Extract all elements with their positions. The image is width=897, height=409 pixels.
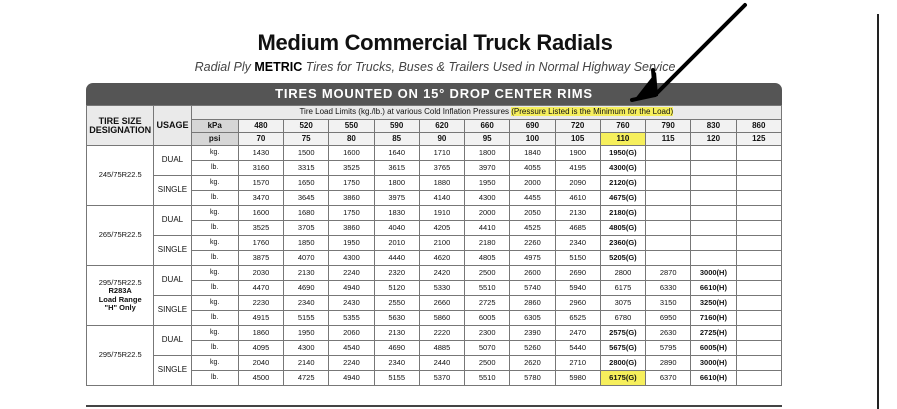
load-value: 2725 bbox=[465, 296, 510, 311]
load-value: 3875 bbox=[238, 251, 283, 266]
load-value: 1600 bbox=[238, 206, 283, 221]
load-value: 1760 bbox=[238, 236, 283, 251]
load-value: 6780 bbox=[600, 311, 645, 326]
load-value: 3075 bbox=[600, 296, 645, 311]
load-value: 1950 bbox=[329, 236, 374, 251]
load-value: 5630 bbox=[374, 311, 419, 326]
load-value bbox=[646, 221, 691, 236]
load-value: 2430 bbox=[329, 296, 374, 311]
unit-cell: kg. bbox=[191, 236, 238, 251]
load-value: 2870 bbox=[646, 266, 691, 281]
load-value: 4095 bbox=[238, 341, 283, 356]
load-value bbox=[736, 296, 781, 311]
load-value: 3250(H) bbox=[691, 296, 736, 311]
load-value: 2120(G) bbox=[600, 176, 645, 191]
load-value: 3705 bbox=[284, 221, 329, 236]
load-value bbox=[646, 161, 691, 176]
unit-cell: kg. bbox=[191, 326, 238, 341]
load-value: 4805(G) bbox=[600, 221, 645, 236]
load-value: 2180 bbox=[465, 236, 510, 251]
load-value: 6305 bbox=[510, 311, 555, 326]
load-value: 1830 bbox=[374, 206, 419, 221]
unit-cell: lb. bbox=[191, 221, 238, 236]
load-value bbox=[736, 191, 781, 206]
psi-value: 90 bbox=[419, 133, 464, 146]
load-value: 2130 bbox=[284, 266, 329, 281]
load-value: 2500 bbox=[465, 266, 510, 281]
load-value: 1640 bbox=[374, 146, 419, 161]
load-value: 3645 bbox=[284, 191, 329, 206]
subtitle-bold: METRIC bbox=[254, 60, 303, 74]
table-row bbox=[87, 356, 782, 371]
load-value bbox=[736, 266, 781, 281]
load-value: 1750 bbox=[329, 206, 374, 221]
load-value: 2550 bbox=[374, 296, 419, 311]
psi-value: 85 bbox=[374, 133, 419, 146]
load-value bbox=[736, 356, 781, 371]
load-value: 4690 bbox=[284, 281, 329, 296]
load-value: 3525 bbox=[329, 161, 374, 176]
load-value: 1840 bbox=[510, 146, 555, 161]
load-value bbox=[691, 206, 736, 221]
subtitle-post: Tires for Trucks, Buses & Trailers Used in Normal Highway Service bbox=[302, 60, 676, 74]
load-value: 1950(G) bbox=[600, 146, 645, 161]
load-value: 3860 bbox=[329, 221, 374, 236]
load-value: 4675(G) bbox=[600, 191, 645, 206]
load-value: 3470 bbox=[238, 191, 283, 206]
load-value: 2240 bbox=[329, 356, 374, 371]
load-value: 4620 bbox=[419, 251, 464, 266]
load-value: 2630 bbox=[646, 326, 691, 341]
header-tire-size: TIRE SIZE DESIGNATION bbox=[87, 106, 154, 146]
load-value bbox=[736, 176, 781, 191]
load-value: 2620 bbox=[510, 356, 555, 371]
table-banner: TIRES MOUNTED ON 15° DROP CENTER RIMS bbox=[86, 83, 782, 105]
load-value: 3150 bbox=[646, 296, 691, 311]
load-value: 2090 bbox=[555, 176, 600, 191]
load-value: 2240 bbox=[329, 266, 374, 281]
load-value: 5205(G) bbox=[600, 251, 645, 266]
usage-cell: SINGLE bbox=[154, 236, 191, 266]
kpa-value: 860 bbox=[736, 120, 781, 133]
load-value: 2470 bbox=[555, 326, 600, 341]
load-value: 5780 bbox=[510, 371, 555, 386]
load-value: 2390 bbox=[510, 326, 555, 341]
load-value: 4540 bbox=[329, 341, 374, 356]
unit-cell: kg. bbox=[191, 356, 238, 371]
table-row bbox=[87, 326, 782, 341]
load-value: 1880 bbox=[419, 176, 464, 191]
load-value bbox=[691, 161, 736, 176]
psi-value: 110 bbox=[600, 133, 645, 146]
load-value bbox=[691, 221, 736, 236]
tire-size-label: 265/75R22.5 bbox=[98, 230, 142, 240]
load-value bbox=[736, 221, 781, 236]
tire-size-label: 295/75R22.5 bbox=[98, 277, 142, 287]
load-limits-label: Tire Load Limits (kg./lb.) at various Cold Inflation Pressures bbox=[299, 107, 510, 117]
usage-cell: DUAL bbox=[154, 266, 191, 296]
load-value: 4070 bbox=[284, 251, 329, 266]
load-value: 6610(H) bbox=[691, 281, 736, 296]
load-value: 5155 bbox=[284, 311, 329, 326]
load-value: 5510 bbox=[465, 371, 510, 386]
load-value: 6005(H) bbox=[691, 341, 736, 356]
load-value: 3615 bbox=[374, 161, 419, 176]
load-value: 2800 bbox=[600, 266, 645, 281]
load-value bbox=[691, 146, 736, 161]
load-value bbox=[646, 206, 691, 221]
usage-cell: SINGLE bbox=[154, 356, 191, 386]
load-value: 2800(G) bbox=[600, 356, 645, 371]
load-value: 1860 bbox=[238, 326, 283, 341]
load-value: 2340 bbox=[374, 356, 419, 371]
load-value: 3970 bbox=[465, 161, 510, 176]
load-value: 4525 bbox=[510, 221, 555, 236]
load-value: 1910 bbox=[419, 206, 464, 221]
load-value: 5795 bbox=[646, 341, 691, 356]
unit-cell: kg. bbox=[191, 296, 238, 311]
load-value: 2340 bbox=[284, 296, 329, 311]
table-row bbox=[87, 296, 782, 311]
load-value: 4975 bbox=[510, 251, 555, 266]
table-bottom-rule bbox=[86, 405, 782, 407]
load-value: 2130 bbox=[555, 206, 600, 221]
load-value: 6950 bbox=[646, 311, 691, 326]
psi-value: 105 bbox=[555, 133, 600, 146]
load-value: 6370 bbox=[646, 371, 691, 386]
load-value: 3860 bbox=[329, 191, 374, 206]
psi-value: 120 bbox=[691, 133, 736, 146]
load-value: 2140 bbox=[284, 356, 329, 371]
load-value: 3765 bbox=[419, 161, 464, 176]
load-value: 5355 bbox=[329, 311, 374, 326]
psi-value: 70 bbox=[238, 133, 283, 146]
load-value bbox=[646, 191, 691, 206]
tire-size-cell bbox=[87, 206, 154, 266]
load-value: 6005 bbox=[465, 311, 510, 326]
tire-size-label: 295/75R22.5 bbox=[98, 350, 142, 360]
load-value: 2575(G) bbox=[600, 326, 645, 341]
table-row bbox=[87, 371, 782, 386]
load-value: 5070 bbox=[465, 341, 510, 356]
load-value bbox=[646, 251, 691, 266]
load-value: 2230 bbox=[238, 296, 283, 311]
kpa-value: 550 bbox=[329, 120, 374, 133]
load-value: 1600 bbox=[329, 146, 374, 161]
load-value: 4690 bbox=[374, 341, 419, 356]
load-value: 1570 bbox=[238, 176, 283, 191]
usage-cell: DUAL bbox=[154, 146, 191, 176]
load-range-note: Load Range bbox=[98, 294, 142, 304]
load-value: 4805 bbox=[465, 251, 510, 266]
load-value: 4885 bbox=[419, 341, 464, 356]
load-value: 1950 bbox=[284, 326, 329, 341]
load-value: 2660 bbox=[419, 296, 464, 311]
load-value bbox=[691, 176, 736, 191]
page-title: Medium Commercial Truck Radials bbox=[257, 30, 613, 55]
load-value: 4915 bbox=[238, 311, 283, 326]
load-value: 5675(G) bbox=[600, 341, 645, 356]
load-value: 6175 bbox=[600, 281, 645, 296]
load-value: 2100 bbox=[419, 236, 464, 251]
psi-value: 80 bbox=[329, 133, 374, 146]
load-value: 3000(H) bbox=[691, 266, 736, 281]
load-value: 4140 bbox=[419, 191, 464, 206]
hand-drawn-arrow-icon bbox=[620, 0, 760, 108]
load-value: 2030 bbox=[238, 266, 283, 281]
load-value bbox=[691, 236, 736, 251]
unit-cell: lb. bbox=[191, 281, 238, 296]
load-value bbox=[736, 146, 781, 161]
load-value bbox=[736, 251, 781, 266]
table-row bbox=[87, 251, 782, 266]
load-value: 4055 bbox=[510, 161, 555, 176]
load-value: 2890 bbox=[646, 356, 691, 371]
table-row bbox=[87, 146, 782, 161]
table-row bbox=[87, 311, 782, 326]
load-range-note: "H" Only bbox=[104, 303, 136, 312]
load-value: 5940 bbox=[555, 281, 600, 296]
load-value bbox=[736, 326, 781, 341]
load-value: 1430 bbox=[238, 146, 283, 161]
usage-cell: DUAL bbox=[154, 206, 191, 236]
load-value: 2710 bbox=[555, 356, 600, 371]
load-value: 6330 bbox=[646, 281, 691, 296]
table-row bbox=[87, 191, 782, 206]
load-value: 2600 bbox=[510, 266, 555, 281]
unit-cell: kg. bbox=[191, 146, 238, 161]
load-value: 4725 bbox=[284, 371, 329, 386]
load-value: 5150 bbox=[555, 251, 600, 266]
load-value: 3000(H) bbox=[691, 356, 736, 371]
load-value: 1950 bbox=[465, 176, 510, 191]
kpa-value: 720 bbox=[555, 120, 600, 133]
psi-value: 100 bbox=[510, 133, 555, 146]
load-value: 3160 bbox=[238, 161, 283, 176]
load-value: 2260 bbox=[510, 236, 555, 251]
load-value: 5860 bbox=[419, 311, 464, 326]
load-value: 5370 bbox=[419, 371, 464, 386]
load-value: 5510 bbox=[465, 281, 510, 296]
tire-size-cell bbox=[87, 146, 154, 206]
load-value: 4940 bbox=[329, 281, 374, 296]
load-value: 3975 bbox=[374, 191, 419, 206]
load-value: 2220 bbox=[419, 326, 464, 341]
load-value: 2010 bbox=[374, 236, 419, 251]
load-value: 1680 bbox=[284, 206, 329, 221]
psi-value: 95 bbox=[465, 133, 510, 146]
load-value: 4300(G) bbox=[600, 161, 645, 176]
load-value bbox=[646, 176, 691, 191]
load-value: 4300 bbox=[465, 191, 510, 206]
load-value: 2860 bbox=[510, 296, 555, 311]
load-value: 2130 bbox=[374, 326, 419, 341]
load-value: 2300 bbox=[465, 326, 510, 341]
tire-size-cell bbox=[87, 266, 154, 326]
table-row bbox=[87, 266, 782, 281]
kpa-value: 760 bbox=[600, 120, 645, 133]
load-value: 2500 bbox=[465, 356, 510, 371]
subtitle-pre: Radial Ply bbox=[194, 60, 255, 74]
unit-cell: kg. bbox=[191, 206, 238, 221]
table-row bbox=[87, 176, 782, 191]
load-value: 2050 bbox=[510, 206, 555, 221]
kpa-value: 590 bbox=[374, 120, 419, 133]
load-value: 5440 bbox=[555, 341, 600, 356]
usage-cell: SINGLE bbox=[154, 296, 191, 326]
tire-load-table bbox=[86, 105, 782, 386]
unit-cell: lb. bbox=[191, 191, 238, 206]
load-value: 6175(G) bbox=[600, 371, 645, 386]
load-value: 1750 bbox=[329, 176, 374, 191]
load-value: 1500 bbox=[284, 146, 329, 161]
kpa-value: 690 bbox=[510, 120, 555, 133]
load-value: 4455 bbox=[510, 191, 555, 206]
unit-cell: lb. bbox=[191, 371, 238, 386]
load-value: 4300 bbox=[284, 341, 329, 356]
load-value: 4440 bbox=[374, 251, 419, 266]
load-value: 2000 bbox=[465, 206, 510, 221]
psi-value: 125 bbox=[736, 133, 781, 146]
load-value: 1650 bbox=[284, 176, 329, 191]
table-row bbox=[87, 281, 782, 296]
load-value: 3315 bbox=[284, 161, 329, 176]
load-value: 1850 bbox=[284, 236, 329, 251]
load-limits-note: (Pressure Listed is the Minimum for the Load) bbox=[511, 107, 674, 117]
load-value: 2000 bbox=[510, 176, 555, 191]
load-value: 5155 bbox=[374, 371, 419, 386]
psi-value: 115 bbox=[646, 133, 691, 146]
load-value: 2725(H) bbox=[691, 326, 736, 341]
load-value: 2360(G) bbox=[600, 236, 645, 251]
load-value bbox=[736, 206, 781, 221]
load-value: 4300 bbox=[329, 251, 374, 266]
load-value: 2440 bbox=[419, 356, 464, 371]
load-value: 2690 bbox=[555, 266, 600, 281]
page-divider bbox=[877, 14, 879, 409]
kpa-value: 830 bbox=[691, 120, 736, 133]
psi-value: 75 bbox=[284, 133, 329, 146]
load-value bbox=[736, 371, 781, 386]
unit-cell: lb. bbox=[191, 311, 238, 326]
load-value: 6525 bbox=[555, 311, 600, 326]
load-value: 2180(G) bbox=[600, 206, 645, 221]
load-value: 2340 bbox=[555, 236, 600, 251]
load-value: 1900 bbox=[555, 146, 600, 161]
load-value bbox=[691, 251, 736, 266]
load-value bbox=[646, 236, 691, 251]
load-value: 5980 bbox=[555, 371, 600, 386]
load-value: 5120 bbox=[374, 281, 419, 296]
table-row bbox=[87, 206, 782, 221]
kpa-value: 620 bbox=[419, 120, 464, 133]
load-value: 7160(H) bbox=[691, 311, 736, 326]
load-value: 4610 bbox=[555, 191, 600, 206]
unit-cell: lb. bbox=[191, 341, 238, 356]
load-value: 2040 bbox=[238, 356, 283, 371]
load-value: 5740 bbox=[510, 281, 555, 296]
load-value: 4205 bbox=[419, 221, 464, 236]
load-value: 3525 bbox=[238, 221, 283, 236]
load-value: 5260 bbox=[510, 341, 555, 356]
table-row bbox=[87, 236, 782, 251]
load-range-note: R283A bbox=[108, 286, 132, 295]
load-value bbox=[736, 341, 781, 356]
load-value: 4685 bbox=[555, 221, 600, 236]
load-value: 1800 bbox=[465, 146, 510, 161]
load-value bbox=[736, 161, 781, 176]
load-value: 4195 bbox=[555, 161, 600, 176]
kpa-value: 480 bbox=[238, 120, 283, 133]
load-value: 6610(H) bbox=[691, 371, 736, 386]
load-value: 4040 bbox=[374, 221, 419, 236]
load-value: 4500 bbox=[238, 371, 283, 386]
load-value: 2420 bbox=[419, 266, 464, 281]
load-value: 4940 bbox=[329, 371, 374, 386]
load-value: 4470 bbox=[238, 281, 283, 296]
unit-cell: kg. bbox=[191, 266, 238, 281]
load-value: 2960 bbox=[555, 296, 600, 311]
usage-cell: SINGLE bbox=[154, 176, 191, 206]
header-kpa: kPa bbox=[191, 120, 238, 133]
kpa-value: 660 bbox=[465, 120, 510, 133]
load-value bbox=[736, 281, 781, 296]
load-value: 1800 bbox=[374, 176, 419, 191]
unit-cell: kg. bbox=[191, 176, 238, 191]
unit-cell: lb. bbox=[191, 251, 238, 266]
tire-size-label: 245/75R22.5 bbox=[98, 170, 142, 180]
table-row bbox=[87, 341, 782, 356]
load-value: 1710 bbox=[419, 146, 464, 161]
load-value bbox=[646, 146, 691, 161]
header-psi: psi bbox=[191, 133, 238, 146]
unit-cell: lb. bbox=[191, 161, 238, 176]
kpa-value: 790 bbox=[646, 120, 691, 133]
kpa-value: 520 bbox=[284, 120, 329, 133]
load-value: 2060 bbox=[329, 326, 374, 341]
load-value: 5330 bbox=[419, 281, 464, 296]
usage-cell: DUAL bbox=[154, 326, 191, 356]
table-row bbox=[87, 221, 782, 236]
header-usage: USAGE bbox=[154, 106, 191, 146]
load-value: 2320 bbox=[374, 266, 419, 281]
load-value bbox=[736, 311, 781, 326]
load-value bbox=[691, 191, 736, 206]
load-value bbox=[736, 236, 781, 251]
load-value: 4410 bbox=[465, 221, 510, 236]
table-row bbox=[87, 161, 782, 176]
tire-size-cell bbox=[87, 326, 154, 386]
